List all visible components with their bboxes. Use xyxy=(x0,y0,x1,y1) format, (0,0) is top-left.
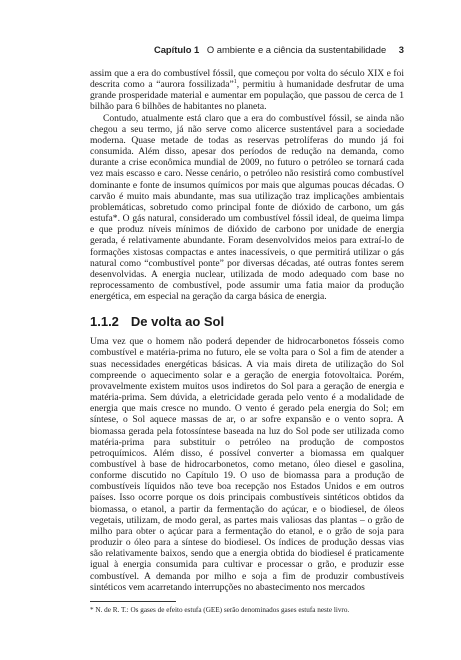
paragraph: Contudo, atualmente está claro que a era do combustível fóssil, se ainda não chegou a seu termo, já não serve como alicerce sustentável para a sociedade moderna. Quase metade de todas as reservas petrolíferas do mundo já foi consumida. Além disso, apesar dos períodos de redução na demanda, como durante a crise econômica mundial de 2009, no futuro o petróleo se tornará cada vez mais escasso e caro. Nesse cenário, o petróleo não resistirá como combustível dominante e fonte de insumos químicos por mais que algumas poucas décadas. O carvão é muito mais abundante, mas sua utilização traz implicações ambientais problemáticas, sobretudo como principal fonte de dióxido de carbono, um gás estufa*. O gás natural, considerado um combustível fóssil ideal, de queima limpa e que produz níveis mínimos de dióxido de carbono por unidade de energia gerada, é relativamente abundante. Foram desenvolvidos meios para extraí-lo de formações xistosas compactas e antes inacessíveis, o que permitirá utilizar o gás natural como “combustível ponte” por diversas décadas, até outras fontes serem desenvolvidas. A energia nuclear, utilizada de modo adequado com base no reprocessamento de combustível, pode assumir uma fatia maior da produção energética, em especial na geração da carga básica de energia. xyxy=(90,112,404,303)
section-number: 1.1.2 xyxy=(90,314,119,330)
chapter-label: Capítulo 1 xyxy=(153,44,200,55)
paragraph-text: assim que a era do combustível fóssil, que começou por volta do século XIX e foi descrita como a “aurora fossilizada” xyxy=(90,68,404,91)
running-head xyxy=(90,44,404,55)
body-text xyxy=(90,68,404,593)
page-number: 3 xyxy=(398,44,404,55)
paragraph-text: , permitiu à humanidade desfrutar de uma grande prosperidade material e aumentar em população, que passou de cerca de 1 bilhão para 6 bilhões de habitantes no planeta. xyxy=(90,79,404,113)
chapter-title: O ambiente e a ciência da sustentabilidade xyxy=(206,44,387,55)
paragraph: Uma vez que o homem não poderá depender de hidrocarbonetos fósseis como combustível e matéria-prima no futuro, ele se volta para o Sol a fim de atender a suas necessidades energéticas básicas. A via mais direta de utilização do Sol compreende o aquecimento solar e a geração de energia fotovoltaica. Porém, provavelmente existem muitos usos indiretos do Sol para a geração de energia e matéria-prima. Sem dúvida, a eletricidade gerada pelo vento é a modalidade de energia que mais cresce no mundo. O vento é gerado pela energia do Sol; em síntese, o Sol aquece massas de ar, o ar sofre expansão e o vento sopra. A biomassa gerada pela fotossíntese baseada na luz do Sol pode ser utilizada como matéria-prima para substituir o petróleo na produção de compostos petroquímicos. Além disso, é possível converter a biomassa em qualquer combustível à base de hidrocarbonetos, como metano, óleo diesel e gasolina, conforme discutido no Capítulo 19. O uso de biomassa para a produção de combustíveis líquidos não teve boa recepção nos Estados Unidos e em outros países. Isso ocorre porque os dois principais combustíveis sintéticos obtidos da biomassa, o etanol, a partir da fermentação do açúcar, e o biodiesel, de óleos vegetais, utilizam, de modo geral, as partes mais valiosas das plantas – o grão de milho para obter o açúcar para a fermentação do etanol, e o grão de soja para produzir o óleo para a síntese do biodiesel. Os índices de produção dessas vias são relativamente baixos, sendo que a energia obtida do biodiesel é praticamente igual à energia consumida para cultivar e processar o grão, e produzir esse combustível. A demanda por milho e soja a fim de produzir combustíveis sintéticos vem acarretando interrupções no abastecimento nos mercados xyxy=(90,336,404,593)
section-title: De volta ao Sol xyxy=(130,314,225,330)
footnote-divider xyxy=(90,601,176,602)
paragraph-continued xyxy=(90,68,404,113)
footnote-reference: 1 xyxy=(233,78,237,85)
section-heading xyxy=(90,314,404,330)
footnote: * N. de R. T.: Os gases de efeito estufa (GEE) serão denominados gases estufa neste livro. xyxy=(90,606,350,614)
